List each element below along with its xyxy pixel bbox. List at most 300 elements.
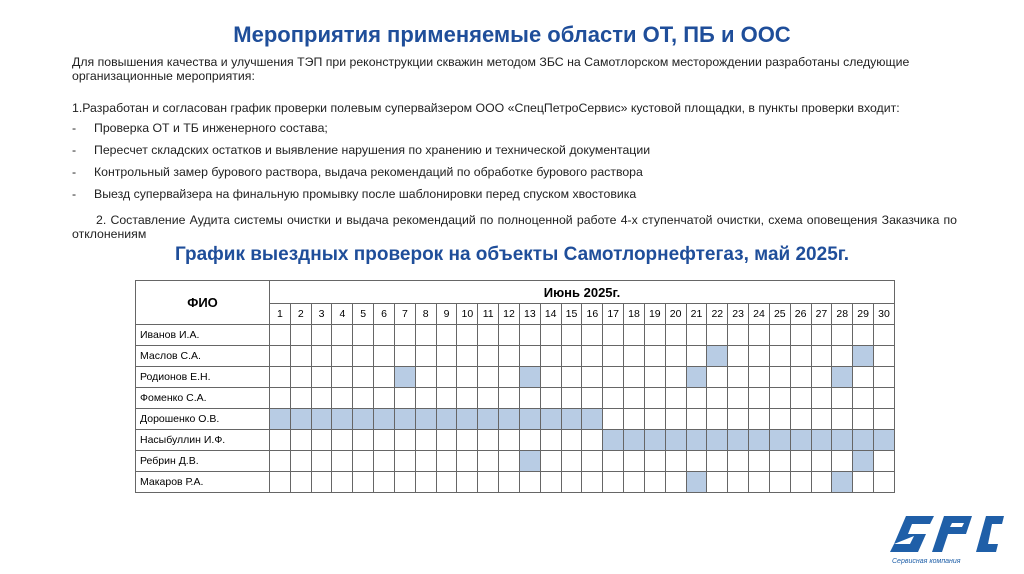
day-cell	[478, 430, 499, 451]
intro-paragraph: Для повышения качества и улучшения ТЭП при реконструкции скважин методом ЗБС на Самотлорском месторождении разработаны следующие организационные мероприятия:	[72, 55, 910, 83]
day-cell	[644, 388, 665, 409]
bullet-item	[72, 165, 962, 187]
day-cell	[790, 409, 811, 430]
table-row	[136, 346, 895, 367]
day-cell	[457, 472, 478, 493]
day-cell	[603, 409, 624, 430]
day-cell	[457, 430, 478, 451]
day-cell	[769, 409, 790, 430]
day-cell	[270, 325, 291, 346]
day-cell	[415, 388, 436, 409]
check-day-cell	[353, 409, 374, 430]
day-header-17: 17	[603, 304, 624, 325]
day-cell	[332, 325, 353, 346]
day-cell	[728, 346, 749, 367]
check-day-cell	[811, 430, 832, 451]
check-day-cell	[874, 430, 895, 451]
bullet-text: Контрольный замер бурового раствора, выдача рекомендаций по обработке бурового раствора	[94, 165, 643, 179]
employee-name: Дорошенко О.В.	[136, 409, 270, 430]
day-cell	[540, 451, 561, 472]
table-row	[136, 451, 895, 472]
day-header-11: 11	[478, 304, 499, 325]
day-cell	[582, 325, 603, 346]
day-cell	[499, 388, 520, 409]
check-day-cell	[582, 409, 603, 430]
name-column-header: ФИО	[136, 281, 270, 325]
day-cell	[311, 346, 332, 367]
day-cell	[332, 430, 353, 451]
day-cell	[457, 451, 478, 472]
day-cell	[769, 367, 790, 388]
day-cell	[603, 472, 624, 493]
day-cell	[874, 451, 895, 472]
check-day-cell	[519, 367, 540, 388]
day-cell	[603, 325, 624, 346]
employee-name: Фоменко С.А.	[136, 388, 270, 409]
day-cell	[728, 325, 749, 346]
day-header-14: 14	[540, 304, 561, 325]
day-cell	[624, 409, 645, 430]
day-cell	[749, 367, 770, 388]
day-cell	[353, 325, 374, 346]
check-day-cell	[290, 409, 311, 430]
check-day-cell	[519, 451, 540, 472]
check-day-cell	[311, 409, 332, 430]
day-cell	[624, 451, 645, 472]
day-cell	[832, 388, 853, 409]
check-day-cell	[790, 430, 811, 451]
day-cell	[874, 325, 895, 346]
check-day-cell	[707, 430, 728, 451]
day-cell	[332, 346, 353, 367]
check-day-cell	[832, 367, 853, 388]
check-day-cell	[769, 430, 790, 451]
day-cell	[707, 325, 728, 346]
check-day-cell	[394, 367, 415, 388]
day-cell	[582, 367, 603, 388]
day-cell	[749, 388, 770, 409]
check-day-cell	[603, 430, 624, 451]
day-cell	[374, 451, 395, 472]
day-cell	[561, 451, 582, 472]
day-header-15: 15	[561, 304, 582, 325]
employee-name: Маслов С.А.	[136, 346, 270, 367]
day-cell	[394, 325, 415, 346]
dash-marker: -	[72, 165, 77, 179]
day-cell	[540, 388, 561, 409]
check-day-cell	[374, 409, 395, 430]
bullet-item	[72, 187, 962, 209]
day-cell	[332, 451, 353, 472]
day-header-9: 9	[436, 304, 457, 325]
day-cell	[415, 367, 436, 388]
day-cell	[790, 451, 811, 472]
dash-marker: -	[72, 143, 77, 157]
day-cell	[561, 430, 582, 451]
day-cell	[749, 346, 770, 367]
day-cell	[769, 451, 790, 472]
day-cell	[874, 409, 895, 430]
day-cell	[686, 388, 707, 409]
day-cell	[790, 346, 811, 367]
day-cell	[665, 346, 686, 367]
day-cell	[374, 388, 395, 409]
day-header-23: 23	[728, 304, 749, 325]
day-cell	[790, 325, 811, 346]
day-cell	[436, 451, 457, 472]
check-day-cell	[499, 409, 520, 430]
day-cell	[811, 388, 832, 409]
table-row	[136, 388, 895, 409]
dash-marker: -	[72, 187, 77, 201]
day-header-21: 21	[686, 304, 707, 325]
day-cell	[686, 409, 707, 430]
day-header-28: 28	[832, 304, 853, 325]
day-cell	[415, 346, 436, 367]
day-header-3: 3	[311, 304, 332, 325]
day-header-1: 1	[270, 304, 291, 325]
day-cell	[374, 472, 395, 493]
day-cell	[603, 451, 624, 472]
day-cell	[270, 430, 291, 451]
day-header-30: 30	[874, 304, 895, 325]
day-cell	[394, 346, 415, 367]
day-cell	[603, 346, 624, 367]
dash-marker: -	[72, 121, 77, 135]
day-cell	[790, 367, 811, 388]
day-cell	[374, 367, 395, 388]
day-cell	[749, 472, 770, 493]
day-cell	[540, 430, 561, 451]
check-day-cell	[665, 430, 686, 451]
day-cell	[624, 325, 645, 346]
check-day-cell	[686, 430, 707, 451]
day-cell	[665, 472, 686, 493]
day-cell	[478, 346, 499, 367]
day-cell	[436, 367, 457, 388]
day-cell	[853, 367, 874, 388]
day-header-8: 8	[415, 304, 436, 325]
table-row	[136, 409, 895, 430]
check-day-cell	[457, 409, 478, 430]
table-header-row	[136, 281, 895, 304]
employee-name: Макаров Р.А.	[136, 472, 270, 493]
day-cell	[832, 451, 853, 472]
day-cell	[394, 472, 415, 493]
day-cell	[478, 472, 499, 493]
day-cell	[811, 367, 832, 388]
day-header-13: 13	[519, 304, 540, 325]
day-header-5: 5	[353, 304, 374, 325]
day-cell	[478, 325, 499, 346]
day-cell	[394, 430, 415, 451]
day-cell	[707, 472, 728, 493]
day-cell	[519, 325, 540, 346]
day-cell	[603, 388, 624, 409]
day-cell	[374, 325, 395, 346]
check-day-cell	[624, 430, 645, 451]
bullet-item	[72, 143, 962, 165]
day-cell	[686, 346, 707, 367]
day-cell	[749, 409, 770, 430]
check-day-cell	[436, 409, 457, 430]
check-day-cell	[270, 409, 291, 430]
day-header-26: 26	[790, 304, 811, 325]
company-logo	[888, 510, 1006, 566]
day-cell	[561, 346, 582, 367]
bullet-text: Пересчет складских остатков и выявление нарушения по хранению и технической документации	[94, 143, 651, 157]
day-cell	[769, 472, 790, 493]
day-cell	[415, 325, 436, 346]
day-cell	[499, 430, 520, 451]
day-cell	[832, 346, 853, 367]
day-cell	[353, 430, 374, 451]
day-cell	[270, 346, 291, 367]
table-row	[136, 367, 895, 388]
day-cell	[561, 472, 582, 493]
day-cell	[457, 325, 478, 346]
slide-title: Мероприятия применяемые области ОТ, ПБ и ООС	[233, 22, 791, 47]
day-cell	[436, 430, 457, 451]
day-cell	[540, 472, 561, 493]
day-cell	[332, 388, 353, 409]
day-cell	[290, 388, 311, 409]
day-header-25: 25	[769, 304, 790, 325]
day-cell	[769, 388, 790, 409]
day-cell	[353, 367, 374, 388]
day-cell	[353, 388, 374, 409]
item-2-text: 2. Составление Аудита системы очистки и выдача рекомендаций по полноценной работе 4-х ступенчатой очистки, схема оповещения Заказчика по отклонениям	[72, 213, 957, 241]
day-cell	[707, 451, 728, 472]
day-cell	[311, 367, 332, 388]
day-cell	[874, 472, 895, 493]
check-day-cell	[832, 430, 853, 451]
day-cell	[749, 451, 770, 472]
check-day-cell	[561, 409, 582, 430]
check-day-cell	[749, 430, 770, 451]
day-cell	[644, 367, 665, 388]
day-cell	[582, 472, 603, 493]
check-day-cell	[644, 430, 665, 451]
day-cell	[561, 325, 582, 346]
day-cell	[290, 346, 311, 367]
day-cell	[561, 367, 582, 388]
day-cell	[415, 451, 436, 472]
check-day-cell	[728, 430, 749, 451]
day-header-10: 10	[457, 304, 478, 325]
day-cell	[790, 388, 811, 409]
day-header-29: 29	[853, 304, 874, 325]
table-row	[136, 472, 895, 493]
day-cell	[728, 388, 749, 409]
day-cell	[332, 472, 353, 493]
check-day-cell	[415, 409, 436, 430]
employee-name: Ребрин Д.В.	[136, 451, 270, 472]
check-day-cell	[853, 346, 874, 367]
day-cell	[853, 409, 874, 430]
day-cell	[374, 430, 395, 451]
day-cell	[436, 325, 457, 346]
day-header-22: 22	[707, 304, 728, 325]
day-header-2: 2	[290, 304, 311, 325]
day-cell	[311, 472, 332, 493]
day-header-27: 27	[811, 304, 832, 325]
day-cell	[853, 325, 874, 346]
day-cell	[519, 430, 540, 451]
schedule-body	[136, 325, 895, 493]
day-cell	[811, 325, 832, 346]
day-cell	[499, 472, 520, 493]
day-cell	[665, 325, 686, 346]
day-cell	[686, 451, 707, 472]
day-cell	[311, 451, 332, 472]
day-cell	[270, 388, 291, 409]
check-day-cell	[686, 472, 707, 493]
day-cell	[644, 325, 665, 346]
day-cell	[874, 388, 895, 409]
day-header-4: 4	[332, 304, 353, 325]
logo-subtext: Сервисная компания	[892, 558, 961, 565]
check-day-cell	[853, 451, 874, 472]
day-cell	[499, 325, 520, 346]
day-cell	[728, 409, 749, 430]
day-cell	[415, 430, 436, 451]
day-cell	[290, 325, 311, 346]
employee-name: Иванов И.А.	[136, 325, 270, 346]
day-cell	[457, 346, 478, 367]
day-cell	[769, 325, 790, 346]
day-header-24: 24	[749, 304, 770, 325]
day-cell	[644, 409, 665, 430]
day-cell	[707, 388, 728, 409]
day-header-19: 19	[644, 304, 665, 325]
day-cell	[728, 472, 749, 493]
day-cell	[499, 346, 520, 367]
day-cell	[874, 367, 895, 388]
check-day-cell	[540, 409, 561, 430]
check-day-cell	[519, 409, 540, 430]
day-cell	[290, 472, 311, 493]
day-cell	[707, 367, 728, 388]
day-cell	[853, 472, 874, 493]
bullet-list	[72, 121, 962, 209]
day-header-20: 20	[665, 304, 686, 325]
day-cell	[624, 388, 645, 409]
day-cell	[478, 367, 499, 388]
check-day-cell	[478, 409, 499, 430]
day-cell	[582, 346, 603, 367]
day-cell	[353, 472, 374, 493]
check-day-cell	[394, 409, 415, 430]
day-cell	[478, 388, 499, 409]
check-day-cell	[832, 472, 853, 493]
schedule-title: График выездных проверок на объекты Самотлорнефтегаз, май 2025г.	[174, 244, 850, 265]
bullet-text: Проверка ОТ и ТБ инженерного состава;	[94, 121, 328, 135]
day-cell	[644, 346, 665, 367]
day-cell	[811, 409, 832, 430]
day-cell	[436, 346, 457, 367]
day-header-7: 7	[394, 304, 415, 325]
day-cell	[769, 346, 790, 367]
day-cell	[290, 451, 311, 472]
day-cell	[478, 451, 499, 472]
day-cell	[457, 367, 478, 388]
day-header-6: 6	[374, 304, 395, 325]
day-cell	[353, 451, 374, 472]
day-cell	[499, 451, 520, 472]
day-cell	[665, 367, 686, 388]
table-row	[136, 430, 895, 451]
day-cell	[290, 430, 311, 451]
day-cell	[624, 472, 645, 493]
day-header-16: 16	[582, 304, 603, 325]
day-cell	[519, 346, 540, 367]
check-day-cell	[853, 430, 874, 451]
day-cell	[644, 451, 665, 472]
day-cell	[582, 451, 603, 472]
day-cell	[665, 451, 686, 472]
item-1-text: 1.Разработан и согласован график проверки полевым супервайзером ООО «СпецПетроСервис» кустовой площадки, в пункты проверки входит:	[72, 101, 900, 115]
day-cell	[832, 325, 853, 346]
day-cell	[332, 367, 353, 388]
day-cell	[290, 367, 311, 388]
day-cell	[582, 430, 603, 451]
day-cell	[624, 346, 645, 367]
day-header-12: 12	[499, 304, 520, 325]
day-cell	[665, 409, 686, 430]
day-cell	[624, 367, 645, 388]
day-cell	[499, 367, 520, 388]
day-cell	[415, 472, 436, 493]
day-cell	[644, 472, 665, 493]
day-cell	[270, 451, 291, 472]
day-cell	[686, 325, 707, 346]
schedule-table	[135, 280, 895, 493]
day-cell	[832, 409, 853, 430]
day-cell	[519, 472, 540, 493]
day-cell	[270, 472, 291, 493]
day-cell	[540, 325, 561, 346]
day-cell	[874, 346, 895, 367]
day-cell	[728, 367, 749, 388]
day-cell	[582, 388, 603, 409]
day-header-18: 18	[624, 304, 645, 325]
bullet-item	[72, 121, 962, 143]
day-cell	[811, 451, 832, 472]
day-cell	[270, 367, 291, 388]
day-cell	[374, 346, 395, 367]
day-cell	[811, 472, 832, 493]
day-cell	[665, 388, 686, 409]
day-cell	[394, 388, 415, 409]
day-cell	[436, 472, 457, 493]
day-cell	[790, 472, 811, 493]
day-cell	[394, 451, 415, 472]
check-day-cell	[686, 367, 707, 388]
day-cell	[749, 325, 770, 346]
day-cell	[519, 388, 540, 409]
day-cell	[811, 346, 832, 367]
employee-name: Насыбуллин И.Ф.	[136, 430, 270, 451]
day-cell	[540, 346, 561, 367]
bullet-text: Выезд супервайзера на финальную промывку после шаблонировки перед спуском хвостовика	[94, 187, 637, 201]
check-day-cell	[332, 409, 353, 430]
employee-name: Родионов Е.Н.	[136, 367, 270, 388]
day-cell	[707, 409, 728, 430]
table-row	[136, 325, 895, 346]
day-cell	[353, 346, 374, 367]
day-cell	[457, 388, 478, 409]
